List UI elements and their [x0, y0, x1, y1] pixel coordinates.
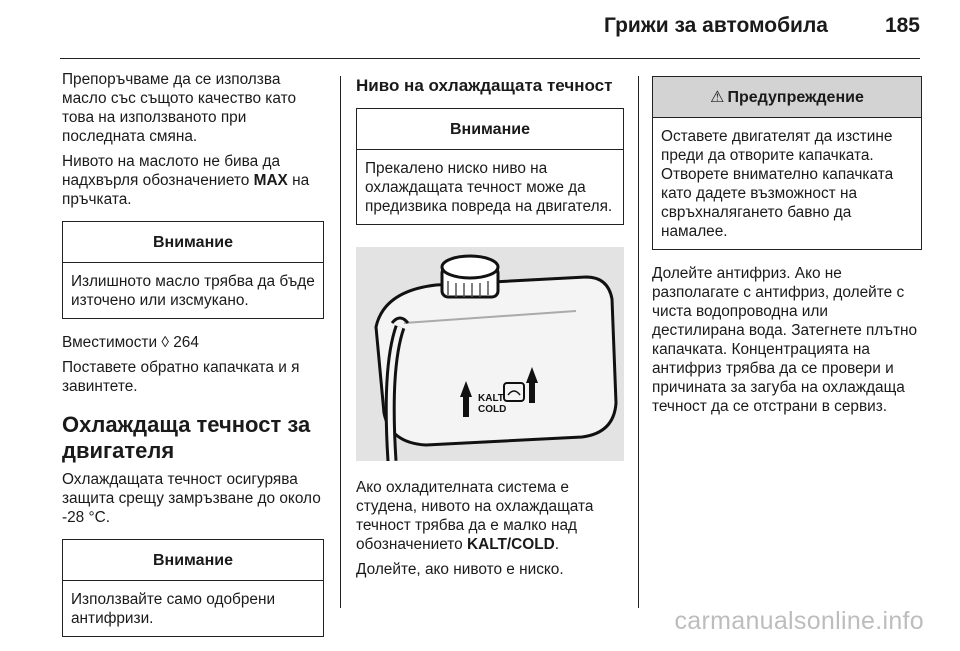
capacities-page-link[interactable]: 264 [173, 334, 199, 351]
warning-title-text: Предупреждение [727, 89, 864, 106]
column-1 [62, 70, 324, 651]
oil-max-text-before: Нивото на маслото не бива да надхвърля обозначението [62, 153, 281, 189]
max-mark-label: MAX [253, 172, 288, 189]
section-title-coolant: Охлаждаща течност за двигателя [62, 412, 311, 463]
coolant-protection-paragraph: Охлаждащата течност осигурява защита срещу замръзване до около -28 °C. [62, 471, 321, 526]
page-number: 185 [884, 14, 920, 37]
cold-level-text-after: . [554, 536, 560, 553]
cold-level-paragraph [356, 478, 624, 554]
oil-max-paragraph [62, 152, 324, 209]
level-arrow-shaft-right [529, 383, 535, 403]
page-header-title: Грижи за автомобила [603, 14, 828, 37]
header-rule [60, 58, 920, 59]
column-divider-2 [638, 76, 639, 608]
watermark: carmanualsonline.info [674, 607, 924, 635]
column-2 [356, 70, 624, 585]
warning-body: Оставете двигателят да изстине преди да отворите капачката. Отворете внимателно капачката като дадете възможност на свръхналягането бавно да намалее. [661, 128, 894, 240]
level-arrow-shaft-left [463, 397, 469, 417]
notice-title: Внимание [357, 109, 623, 150]
warning-icon: ⚠ [710, 89, 725, 106]
reservoir-tank [376, 277, 616, 445]
column-divider-1 [340, 76, 341, 608]
top-up-paragraph: Долейте, ако нивото е ниско. [356, 561, 564, 578]
coolant-reservoir-illustration [356, 247, 624, 461]
reservoir-cap-top [442, 256, 498, 278]
warning-box-hot-engine [652, 76, 922, 250]
column-3 [652, 70, 922, 422]
oil-max-text-after: на пръчката. [62, 172, 310, 208]
kalt-label: KALT [478, 393, 504, 404]
page-reference-icon: ◊ [161, 334, 169, 351]
cold-label: COLD [478, 404, 507, 415]
kalt-cold-mark-label: KALT/COLD [466, 536, 555, 553]
notice-body: Използвайте само одобрени антифризи. [71, 591, 276, 627]
antifreeze-paragraph: Долейте антифриз. Ако не разполагате с антифриз, долейте с чиста водопроводна или дестилирана вода. Затегнете плътно капачката. Концентрацията на антифриз трябва да се провери и причината за загуба на охлаждаща течност да се отстрани в сервиз. [652, 265, 918, 415]
cap-replace-paragraph: Поставете обратно капачката и я завинтете. [62, 359, 300, 395]
capacities-label: Вместимости [62, 334, 158, 351]
oil-recommendation-paragraph: Препоръчваме да се използва масло със същото качество като това на използваното при последната смяна. [62, 71, 297, 145]
notice-body: Прекалено ниско ниво на охлаждащата течност може да предизвика повреда на двигателя. [365, 160, 613, 215]
notice-box-antifreeze [62, 539, 324, 637]
subhead-coolant-level: Ниво на охлаждащата течност [356, 76, 613, 95]
notice-box-low-level [356, 108, 624, 225]
notice-title: Внимание [63, 540, 323, 581]
notice-title: Внимание [63, 222, 323, 263]
cold-level-text-before: Ако охладителната система е студена, нивото на охлаждащата течност трябва да е малко над обозначението [356, 479, 594, 553]
capacities-reference [62, 333, 324, 352]
notice-body: Излишното масло трябва да бъде източено или изсмукано. [71, 273, 315, 309]
notice-box-excess-oil [62, 221, 324, 319]
warning-title [653, 77, 921, 118]
